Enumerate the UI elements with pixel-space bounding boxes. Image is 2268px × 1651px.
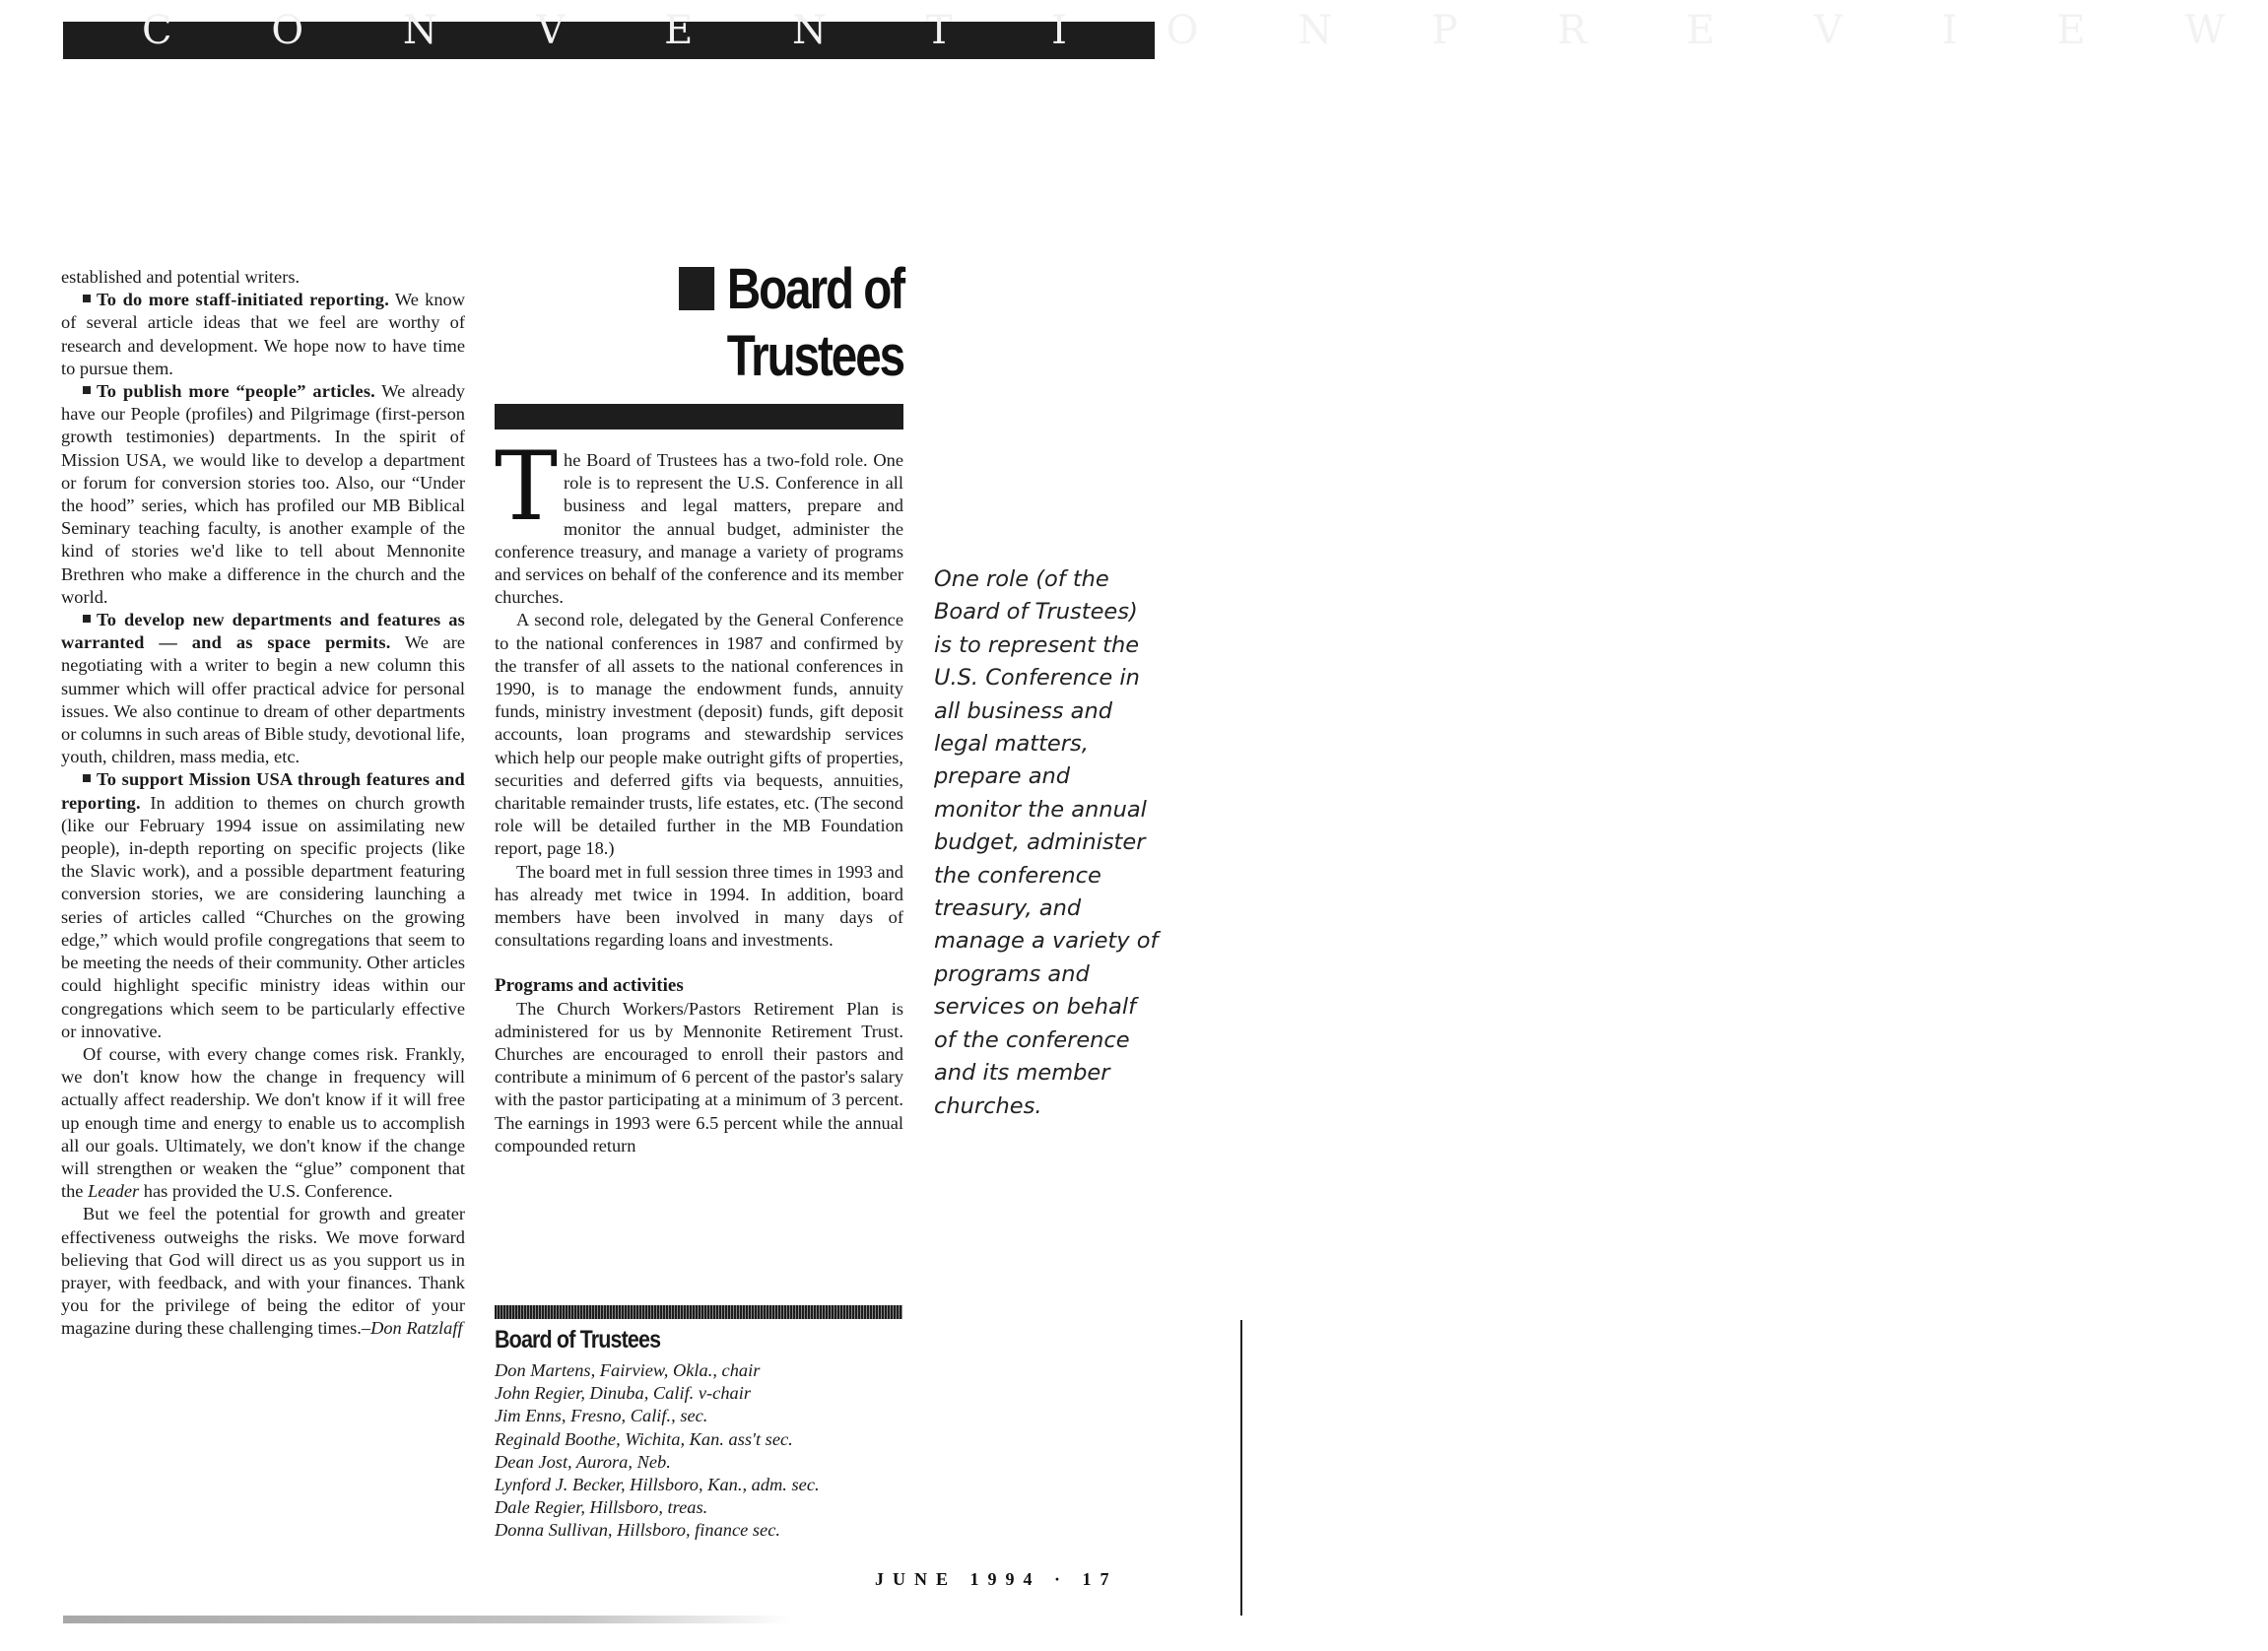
issue-date: JUNE 1994 — [875, 1569, 1041, 1589]
roster-list — [495, 1359, 908, 1543]
risk-paragraph — [61, 1043, 465, 1203]
page-number: 17 — [1082, 1569, 1118, 1589]
list-item — [61, 380, 465, 609]
section-body — [495, 431, 903, 1157]
intro-paragraph — [495, 431, 903, 609]
bullet-icon — [83, 774, 91, 782]
left-column — [61, 266, 465, 1341]
page-footer — [875, 1569, 1118, 1590]
magazine-name: Leader — [88, 1181, 140, 1202]
body-paragraph: A second role, delegated by the General Conference to the national conferences in 1987 and confirmed by the transfer of all assets to the national conferences in 1990, is to manage the endowment funds, annuity funds, ministry investment (deposit) funds, gift deposit accounts, loan programs and stewardship services which help our people make outright gifts of properties, securities and deferred gifts via bequests, annuities, charitable remainder trusts, life estates, etc. (The second role will be detailed further in the MB Foundation report, page 18.) — [495, 610, 903, 859]
item-body: In addition to themes on church growth (like our February 1994 issue on assimilating new people), in-depth reporting on specific projects (like the Slavic work), and a possible department featuring conversion stories, we are considering launching a series of articles called “Churches on the growing edge,” which would profile congregations that seem to be meeting the needs of their community. Other articles could highlight specific ministry ideas within our congregations which seem to be particularly effective or innovative. — [61, 792, 465, 1041]
roster-member: Lynford J. Becker, Hillsboro, Kan., adm. sec. — [495, 1475, 820, 1495]
closing-paragraph — [61, 1203, 465, 1340]
risk-text-before: Of course, with every change comes risk. Frankly, we don't know how the change in frequency will actually affect readership. We don't know if it will free up enough time and energy to enable us to accomplish all our goals. Ultimately, we don't know if the change will strengthen or weaken the “glue” component that the — [61, 1043, 465, 1202]
risk-text-after: has provided the U.S. Conference. — [143, 1181, 393, 1202]
item-heading: To support Mission USA through features and reporting. — [61, 769, 465, 813]
roster-member: John Regier, Dinuba, Calif. v-chair — [495, 1383, 751, 1404]
item-body: We already have our People (profiles) and Pilgrimage (first-person growth testimonies) departments. In the spirit of Mission USA, we would like to develop a department or forum for conversion stories too. Also, our “Under the hood” series, which has profiled our MB Biblical Seminary teaching faculty, is another example of the kind of stories we'd like to tell about Mennonite Brethren who make a difference in the church and the world. — [61, 381, 465, 607]
roster-member: Dale Regier, Hillsboro, treas. — [495, 1497, 708, 1518]
footer-separator: · — [1054, 1569, 1070, 1589]
roster-member: Dean Jost, Aurora, Neb. — [495, 1451, 671, 1472]
roster-member: Donna Sullivan, Hillsboro, finance sec. — [495, 1520, 780, 1541]
board-section — [495, 256, 903, 1157]
programs-paragraph: The Church Workers/Pastors Retirement Plan is administered for us by Mennonite Retirement Trust. Churches are encouraged to enroll their pastors and contribute a minimum of 6 percent of the pastor's salary with the pastor participating at a minimum of 3 percent. The earnings in 1993 were 6.5 percent while the annual compounded return — [495, 998, 903, 1156]
roster-member: Don Martens, Fairview, Okla., chair — [495, 1360, 761, 1380]
bullet-icon — [83, 615, 91, 623]
roster-member: Reginald Boothe, Wichita, Kan. ass't sec. — [495, 1428, 793, 1449]
roster-title: Board of Trustees — [495, 1326, 661, 1354]
bullet-icon — [83, 295, 91, 302]
square-icon — [679, 267, 714, 310]
closing-text: But we feel the potential for growth and greater effectiveness outweighs the risks. We move forward believing that God will direct us as you support us in prayer, with feedback, and with your finances. Thank you for the privilege of being the editor of your magazine during these challenging times. — [61, 1204, 465, 1339]
drop-cap: T — [495, 431, 559, 542]
pull-quote: One role (of the Board of Trustees) is to represent the U.S. Conference in all business and legal matters, prepare and monitor the annual budget, administer the conference treasury, and manage a variety of programs and services on behalf of the conference and its member churches. — [934, 566, 1159, 1119]
roster-separator — [495, 1305, 902, 1319]
intro-text: he Board of Trustees has a two-fold role. One role is to represent the U.S. Conference in all business and legal matters, prepare and monitor the annual budget, administer the conference treasury, and manage a variety of programs and services on behalf of the conference and its member churches. — [495, 450, 903, 608]
item-body: We know of several article ideas that we feel are worthy of research and development. We hope now to have time to pursue them. — [61, 290, 465, 378]
body-paragraph: The board met in full session three times in 1993 and has already met twice in 1994. In addition, board members have been involved in many days of consultations regarding loans and investments. — [495, 861, 903, 951]
banner-text: C O N V E N T I O N P R E V I E W — [142, 8, 2268, 53]
bullet-icon — [83, 386, 91, 394]
title-rule — [495, 404, 903, 429]
list-item — [61, 289, 465, 380]
opening-line: established and potential writers. — [61, 267, 300, 287]
signature: –Don Ratzlaff — [361, 1318, 463, 1339]
list-item — [61, 768, 465, 1042]
list-item — [61, 609, 465, 768]
section-banner — [63, 8, 2268, 59]
section-title-line2: Trustees — [726, 324, 903, 388]
scan-edge — [63, 1616, 792, 1623]
item-body: We are negotiating with a writer to begin a new column this summer which will offer practical advice for personal issues. We also continue to dream of other departments or columns in such areas of Bible study, devotional life, youth, children, mass media, etc. — [61, 632, 465, 767]
subheading: Programs and activities — [495, 975, 684, 997]
right-margin-rule — [1240, 1320, 1242, 1616]
item-heading: To publish more “people” articles. — [97, 381, 375, 402]
roster-member: Jim Enns, Fresno, Calif., sec. — [495, 1406, 708, 1426]
section-title-line1: Board of — [726, 257, 903, 321]
item-heading: To do more staff-initiated reporting. — [97, 290, 389, 310]
section-title — [568, 256, 903, 390]
item-heading: To develop new departments and features as warranted — and as space permits. — [61, 610, 465, 653]
